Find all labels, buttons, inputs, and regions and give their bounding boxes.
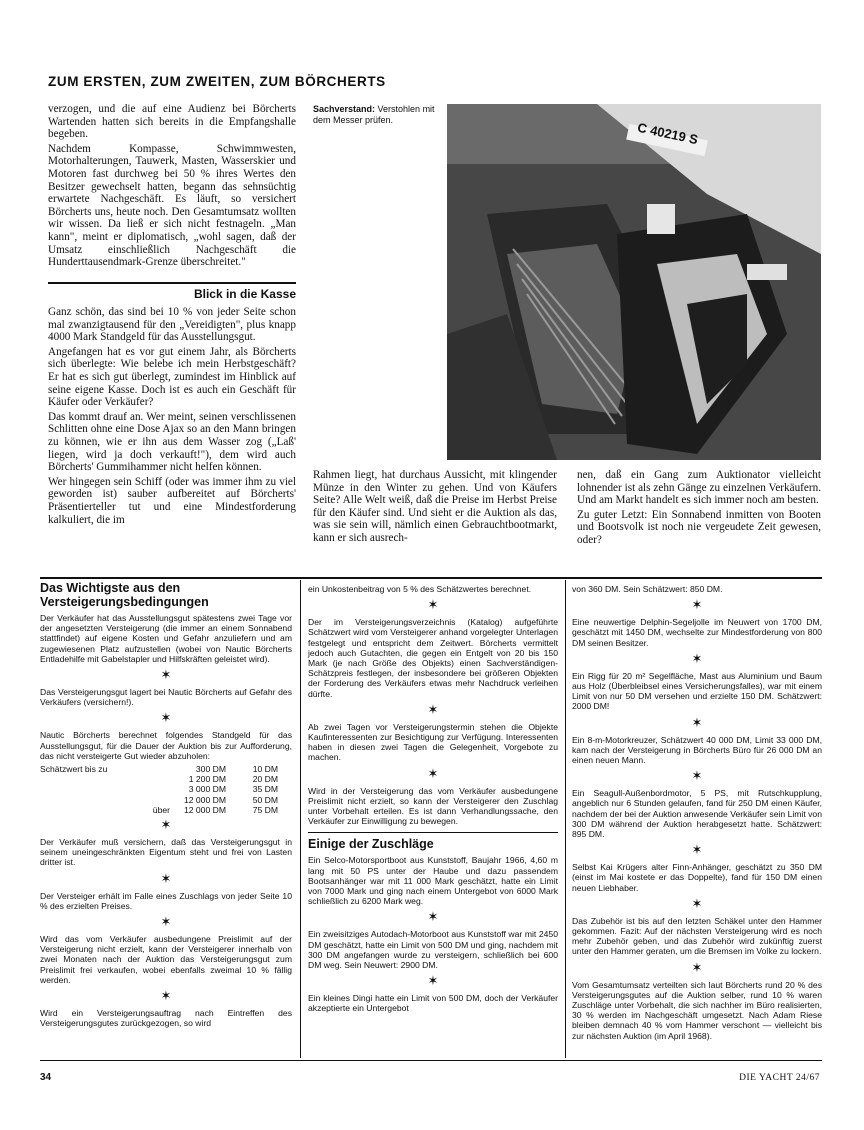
star-separator-icon: ✶ [691, 895, 703, 911]
star-separator-icon: ✶ [160, 870, 172, 886]
fee-amount: 20 DM [252, 774, 278, 785]
star-separator-icon: ✶ [691, 650, 703, 666]
page-title: ZUM ERSTEN, ZUM ZWEITEN, ZUM BÖRCHERTS [48, 74, 386, 89]
column-3 [577, 469, 821, 549]
star-separator-icon: ✶ [427, 765, 439, 781]
table-row [40, 795, 278, 805]
fee-value: 12 000 DM [183, 804, 226, 815]
paragraph: Ganz schön, das sind bei 10 % von jeder Seite schon mal zwanzigtausend für den „Vereidigten", plus knapp 4000 Mark Standgeld für das Ausstellungsgut. [48, 306, 296, 344]
star-separator-icon: ✶ [427, 597, 439, 613]
paragraph: Angefangen hat es vor gut einem Jahr, als Börcherts sich überlegte: Wie belebe ich mein Herbstgeschäft? Er hat es sich gut überlegt, zumindest im Hinblick auf seine eigene Kasse. Doch ist es auch ein Geschäft für Käufer oder Verkäufer? [48, 345, 296, 409]
star-separator-icon: ✶ [427, 973, 439, 989]
star-separator-icon: ✶ [691, 768, 703, 784]
paragraph: Der Versteiger erhält im Falle eines Zuschlags von jeder Seite 10 % des erzielten Preises. [40, 890, 292, 911]
paragraph: Selbst Kai Krügers alter Finn-Anhänger, geschätzt zu 350 DM (einst im Mai kostete er das Doppelte), fand für 150 DM einen neuen Liebhaber. [572, 862, 822, 893]
paragraph: Ein kleines Dingi hatte ein Limit von 500 DM, doch der Verkäufer akzeptierte ein Untergebot [308, 993, 558, 1014]
paragraph: Ein Selco-Motorsportboot aus Kunststoff, Baujahr 1966, 4,60 m lang mit 50 PS unter der Haube und dazu passendem Bootsanhänger war mit 11 000 Mark geschätzt, hatte ein Limit von 7000 Mark und ging nach einem Untergebot von 6000 Mark schließlich zu 6200 Mark weg. [308, 855, 558, 907]
column-1 [48, 103, 296, 271]
fee-prefix [140, 784, 170, 794]
paragraph: Eine neuwertige Delphin-Segeljolle im Neuwert von 1700 DM, geschätzt mit 1450 DM, wechselte zur Mindestforderung von 800 DM seinen Besitzer. [572, 617, 822, 648]
column-1-continued [48, 306, 296, 528]
box-bottom-rule [40, 1060, 822, 1061]
paragraph: Das Zubehör ist bis auf den letzten Schäkel unter den Hammer gekommen. Fazit: Auf der nächsten Versteigerung wird es noch mehr Zubehör geben, und das Zubehör wird zukünftig zuerst unter den Hammer geraten, um die Bremsen im Volke zu lockern. [572, 915, 822, 957]
magazine-issue: DIE YACHT 24/67 [739, 1073, 820, 1083]
star-separator-icon: ✶ [427, 909, 439, 925]
paragraph: nen, daß ein Gang zum Auktionator vielleicht lohnender ist als zehn Gänge zu einzelnen Verkäufern. Und am Markt handelt es sich immer noch am besten. [577, 469, 821, 507]
star-separator-icon: ✶ [691, 959, 703, 975]
fee-amount: 35 DM [252, 784, 278, 795]
paragraph: Der im Versteigerungsverzeichnis (Katalog) aufgeführte Schätzwert wird vom Versteigerer anhand vorgelegter Unterlagen festgelegt und entspricht dem Zeitwert. Börcherts vermittelt jedoch auch Gutachten, die gegen ein Entgelt von 20 bis 150 Mark (je nach Größe des Objekts) einen Sachverständigen-Schätzpreis festlegen, der insbesondere bei größeren Objekten der Forderung des Verkäufers etwas mehr Nachdruck verleihen dürfte. [308, 617, 558, 699]
registration-number: C 40219 S [636, 119, 700, 148]
boat-photo-illustration [447, 104, 821, 460]
fee-prefix: über [152, 804, 170, 815]
fee-amount: 10 DM [252, 764, 278, 775]
fee-value: 12 000 DM [183, 794, 226, 805]
fee-prefix [140, 795, 170, 805]
box-title: Das Wichtigste aus den Versteigerungsbedingungen [40, 581, 209, 609]
divider [48, 282, 296, 284]
fee-label: Schätzwert bis zu [40, 764, 108, 775]
paragraph: von 360 DM. Sein Schätzwert: 850 DM. [572, 584, 723, 594]
paragraph: Ein zweisitziges Autodach-Motorboot aus Kunststoff war mit 2450 DM geschätzt, hatte ein Limit von 500 DM und ging, nachdem mit 300 DM angefangen wurde zu versteigern, schließlich bei 600 DM weg. Sein Neuwert: 2900 DM. [308, 929, 558, 971]
page-number: 34 [40, 1072, 52, 1083]
fee-amount: 75 DM [252, 804, 278, 815]
star-separator-icon: ✶ [691, 597, 703, 613]
paragraph: Wer hingegen sein Schiff (oder was immer ihm zu viel geworden ist) sauber aufbereitet auf Börcherts' Präsentierteller tut und eine Mindestforderung kalkuliert, die im [48, 475, 296, 526]
box-top-rule [40, 577, 822, 579]
paragraph: Ein 8-m-Motorkreuzer, Schätzwert 40 000 DM, Limit 33 000 DM, kam nach der Versteigerung in Börcherts Büro für 26 000 DM an einen neuen Mann. [572, 734, 822, 766]
paragraph: ein Unkostenbeitrag von 5 % des Schätzwertes berechnet. [308, 584, 532, 594]
boat-photo [447, 104, 821, 460]
conditions-box [40, 581, 292, 1031]
star-separator-icon: ✶ [691, 714, 703, 730]
paragraph: Ein Rigg für 20 m² Segelfläche, Mast aus Aluminium und Baum aus Holz (Überbleibsel eines Versicherungsfalles), war mit einem Limit von nur 50 DM versehen und erzielte 150 DM. Schätzwert: 2000 DM! [572, 670, 822, 712]
paragraph: verzogen, und die auf eine Audienz bei Börcherts Wartenden hatten sich bereits in die Empfangshalle begeben. [48, 103, 296, 141]
star-separator-icon: ✶ [160, 667, 172, 683]
section-title: Einige der Zuschläge [308, 837, 434, 852]
table-row [40, 774, 278, 784]
paragraph: Wird das vom Verkäufer ausbedungene Preislimit auf der Versteigerung nicht erzielt, kann der Versteigerer innerhalb von zwei Monaten nach der Auktion das Versteigerungsgut zum Preislimit frei verkaufen, wobei ebenfalls zweimal 10 % fällig werden. [40, 934, 292, 985]
auction-results [572, 584, 822, 1044]
table-row [40, 805, 278, 815]
star-separator-icon: ✶ [160, 988, 172, 1004]
table-row [40, 764, 278, 774]
paragraph: Zu guter Letzt: Ein Sonnabend inmitten von Booten und Bootsvolk ist noch nie vergeudete Zeit gewesen, oder? [577, 508, 821, 546]
column-rule [565, 580, 566, 1058]
paragraph: Wird ein Versteigerungsauftrag nach Eintreffen des Versteigerungsgutes zurückgezogen, so wird [40, 1008, 292, 1029]
conditions-box-2 [308, 584, 558, 1017]
divider [308, 832, 558, 833]
fee-value: 3 000 DM [188, 784, 226, 795]
paragraph: Rahmen liegt, hat durchaus Aussicht, mit klingender Münze in den Winter zu gehen. Und von Käufers Seite? Alle Welt weiß, daß die Preise im Herbst Preise für den Käufer sind. Und sieht er die Auktion als das, was sie sein will, nämlich einen Gebrauchtbootmarkt, kann er sich ausrech- [313, 469, 557, 544]
caption-text: Verstohlen mit dem Messer prüfen. [313, 104, 435, 125]
star-separator-icon: ✶ [160, 817, 172, 833]
paragraph: Nautic Börcherts berechnet folgendes Standgeld für das Ausstellungsgut, für die Dauer der Auktion bis zur Aufforderung, das nicht versteigerte Gut wieder abzuholen: [40, 730, 292, 761]
fee-value: 300 DM [195, 764, 226, 775]
paragraph: Ab zwei Tagen vor Versteigerungstermin stehen die Objekte Kaufinteressenten zur Besichtigung zur Verfügung. Interessenten haben in diesen zwei Tagen die Gelegenheit, Vorgebote zu machen. [308, 721, 558, 763]
paragraph: Ein Seagull-Außenbordmotor, 5 PS, mit Rutschkupplung, angeblich nur 6 Stunden gelaufen, fand für 250 DM einen Käufer, nachdem der bei der Auktion anwesende Verkäufer sein Limit von 300 DM während der Auktion herabgesetzt hatte. Schätzwert: 895 DM. [572, 788, 822, 840]
column-rule [300, 580, 301, 1058]
star-separator-icon: ✶ [160, 914, 172, 930]
paragraph: Der Verkäufer muß versichern, daß das Versteigerungsgut in seinem uneingeschränkten Eigentum steht und frei von Lasten dritter ist. [40, 837, 292, 868]
star-separator-icon: ✶ [691, 842, 703, 858]
fee-prefix [140, 774, 170, 784]
paragraph: Nachdem Kompasse, Schwimmwesten, Motorhalterungen, Tauwerk, Masten, Wasserskier und Motoren fast durchweg bei 50 % ihres Wertes den Besitzer gewechselt hatten, begann das sehnsüchtig erwartete Nachgeschäft. Es läuft, so versichert Börcherts uns, heute noch. Den Gesamtumsatz wollten wir wissen. Da ließ er sich nicht festnageln. „Man kann", meint er diplomatisch, „wohl sagen, daß der Umsatz einschließlich Nachgeschäft die Hunderttausendmark-Grenze überschreitet." [48, 142, 296, 269]
caption-label: Sachverstand: [313, 104, 376, 114]
column-2 [313, 469, 557, 547]
photo-caption [313, 104, 437, 126]
star-separator-icon: ✶ [427, 701, 439, 717]
star-separator-icon: ✶ [160, 710, 172, 726]
paragraph: Das kommt drauf an. Wer meint, seinen verschlissenen Schlitten ohne eine Dose Ajax so an den Mann bringen zu können, wie er ihn aus dem Wasser zog („Laß' liegen, wird ja doch verkauft!"), dem wird auch Börcherts' Gummihammer nicht helfen können. [48, 410, 296, 474]
paragraph: Wird in der Versteigerung das vom Verkäufer ausbedungene Preislimit nicht erzielt, so kann der Versteigerer den Zuschlag unter Vorbehalt erteilen. Es ist dann Verhandlungssache, den Verkäufer zur Einwilligung zu bewegen. [308, 785, 558, 827]
paragraph: Das Versteigerungsgut lagert bei Nautic Börcherts auf Gefahr des Verkäufers (versichern!). [40, 687, 292, 708]
fee-value: 1 200 DM [188, 774, 226, 785]
table-row [40, 784, 278, 794]
fee-amount: 50 DM [252, 794, 278, 805]
subheading: Blick in die Kasse [193, 287, 296, 301]
paragraph: Der Verkäufer hat das Ausstellungsgut spätestens zwei Tage vor der angesetzten Versteigerung (die immer an einem Sonnabend stattfindet) auf eigene Kosten und Gefahr anzuliefern und am zugewiesenen Platz aufzustellen (wobei von Nautic Börcherts Entladehilfe mit Gabelstapler und Hilfskräften geleistet wird). [40, 613, 292, 664]
paragraph: Vom Gesamtumsatz verteilten sich laut Börcherts rund 20 % des Versteigerungsgutes auf die Auktion selber, rund 10 % waren Zuschläge unter Vorbehalt, die sich nachher im Büro realisierten, 30 % werden im Nachgeschäft umgesetzt. Nach Adam Riese bleiben demnach 40 % vom Hammer verschont — vielleicht bis zur nächsten Auktion (im April 1968). [572, 979, 822, 1041]
fee-table [40, 764, 278, 815]
